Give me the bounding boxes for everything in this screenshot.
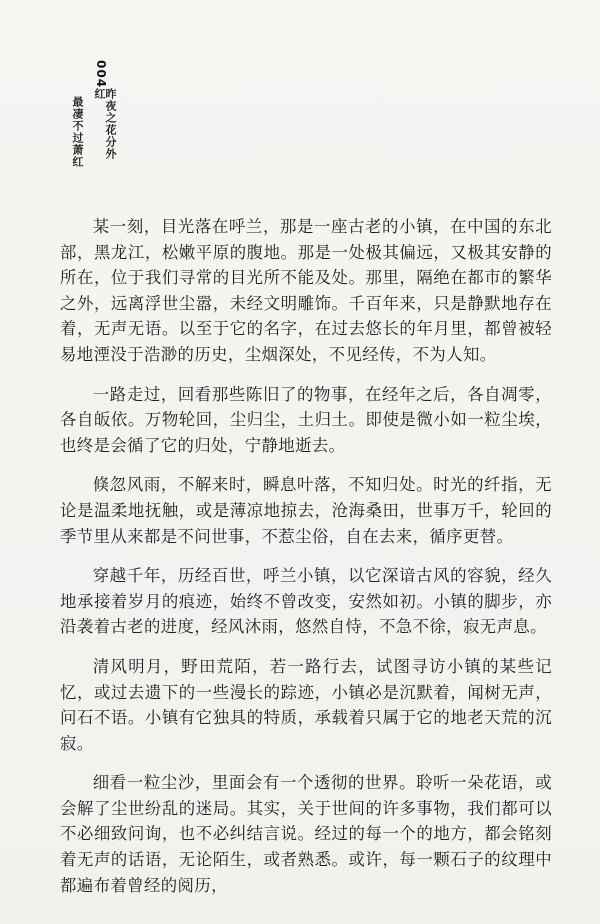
paragraph-2: 一路走过，回看那些陈旧了的物事，在经年之后，各自凋零，各自皈依。万物轮回，尘归尘，土归土。即使是微小如一粒尘埃，也终是会循了它的归处，宁静地逝去。: [60, 384, 552, 455]
paragraph-3: 倏忽风雨，不解来时，瞬息叶落，不知归处。时光的纤指，无论是温柔地抚触，或是薄凉地掠去，沧海桑田，世事万千，轮回的季节里从来都是不问世事，不惹尘俗，自在去来，循序更替。: [60, 475, 552, 546]
running-header: [62, 60, 122, 170]
running-title-line-1: 昨夜之花分外红: [93, 88, 117, 160]
page-number: 004: [94, 60, 108, 89]
paragraph-1: 某一刻，目光落在呼兰，那是一座古老的小镇，在中国的东北部，黑龙江，松嫩平原的腹地。那是一处极其偏远，又极其安静的所在，位于我们寻常的目光所不能及处。那里，隔绝在都市的繁华之外，远离浮世尘嚣，未经文明雕饰。千百年来，只是静默地存在着，无声无语。以至于它的名字，在过去悠长的年月里，都曾被轻易地湮没于浩渺的历史，尘烟深处，不见经传，不为人知。: [60, 217, 552, 364]
paragraph-5: 清风明月，野田荒陌，若一路行去，试图寻访小镇的某些记忆，或过去遗下的一些漫长的踪迹，小镇必是沉默着，闻树无声，问石不语。小镇有它独具的特质，承载着只属于它的地老天荒的沉寂。: [60, 656, 552, 753]
running-title-line-2: 最凄不过萧红: [71, 96, 84, 168]
paragraph-4: 穿越千年，历经百世，呼兰小镇，以它深谙古风的容貌，经久地承接着岁月的痕迹，始终不曾改变，安然如初。小镇的脚步，亦沿袭着古老的进度，经风沐雨，悠然自恃，不急不徐，寂无声息。: [60, 566, 552, 637]
paragraph-6: 细看一粒尘沙，里面会有一个透彻的世界。聆听一朵花语，或会解了尘世纷乱的迷局。其实，关于世间的许多事物，我们都可以不必细致问询，也不必纠结言说。经过的每一个的地方，都会铭刻着无声的话语，无论陌生，或者熟悉。或许，每一颗石子的纹理中都遍布着曾经的阅历，: [60, 773, 552, 895]
body-text: [60, 214, 552, 898]
